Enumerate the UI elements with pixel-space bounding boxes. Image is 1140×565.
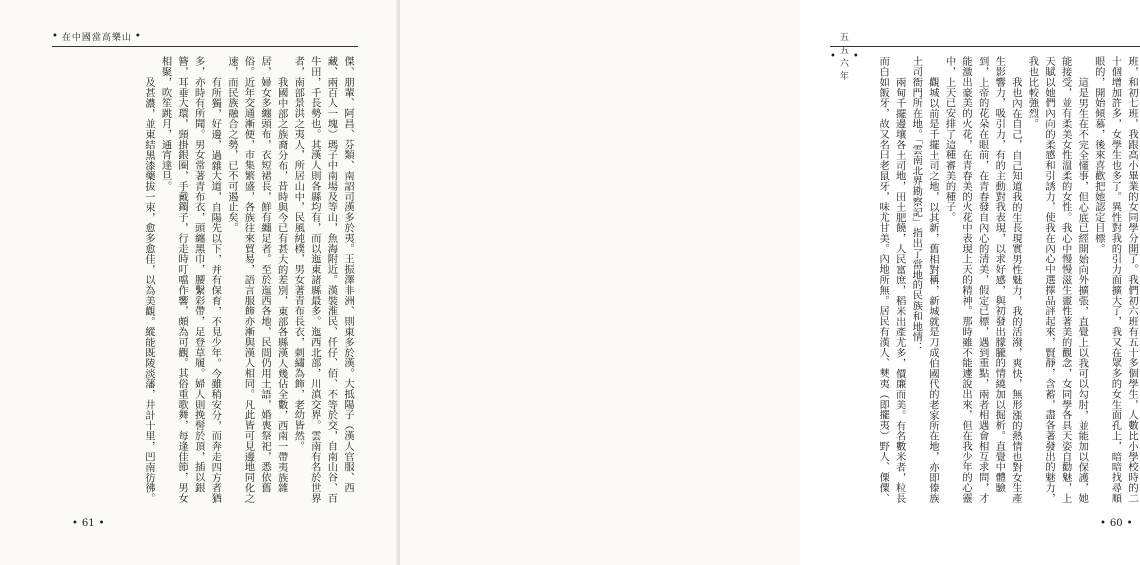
left-page-number: 61 — [81, 518, 95, 529]
bullet-icon: • — [830, 50, 837, 62]
right-paragraph: 觀城以前是千擺土司之地，以其新，舊相對稱，新城就是刀成伯國代的老家所在地，亦即傣族土司衙門所在地。「雲南北界勘察記」指出了當地的民族和地情： — [910, 56, 939, 503]
left-paragraph: 我國中部之族裔分布，昔時與今已有甚大的差別，東部各縣漢人幾佔全數，西南一帶夷族雜居，婦女多纏頭布，衣短裙長，鮮有纏足者。至於迤西各地，民間仍用土語，婚喪祭祀，悉依舊俗。近年交通漸便，市集繁盛，各族往來貿易，語言服飾亦漸與漢人相同。凡此皆可見邊地同化之速，而民族融合之勢，已不可遏止矣。 — [225, 56, 288, 504]
right-paragraph: 這是男生在不完全懂事，但心底已經開始向外擴張，直覺上以我可以勾肘，並能加以保護，她能接受，並有柔美女性溫柔的女性。我心中慢慢滋生靈性著美的觀念，女同學各具天姿自勸魅，上天賦以她們內向的柔感和引誘力，使我在內心中選擇品評起來，賢靜，含蓄，盡各著發出的魅力，我也比較強烈。 — [1026, 56, 1089, 504]
left-running-head — [52, 30, 142, 43]
right-page-number: 60 — [1109, 518, 1123, 529]
left-paragraph: 有所獨，好邊，過雜大道，自陽先以下，并有保育，不見少年。今雖稍安分，而奔走四方者猶多，亦時有所聞。男女常著青布衣，頭纏黑巾，腰繫彩帶，足登草履。婦人則挽髻於頂，插以銀簪，耳垂大環，頸掛銀圈，手戴鐲子，行走時叮噹作響，頗為可觀。其俗重歌舞，每逢佳節，男女相聚，吹笙跳月，通宵達旦。 — [159, 56, 222, 504]
bullet-icon: • — [98, 518, 105, 529]
left-folio — [72, 518, 105, 529]
bullet-icon: • — [72, 518, 78, 529]
bullet-icon: • — [1100, 518, 1106, 529]
right-header-rule — [830, 46, 1140, 47]
bullet-icon: • — [1126, 518, 1133, 529]
left-paragraph: 及甚濃，並東結黑漆藥拔一束，愈多愈佳，以為美觀。縱能既陵淡藩，井計十里，凹南彷彿。 — [142, 76, 155, 503]
left-page — [0, 0, 400, 565]
bullet-icon: • — [852, 50, 860, 62]
left-header-rule — [52, 46, 358, 47]
bullet-icon: • — [52, 31, 59, 42]
right-paragraph: 我也內在自己，自己知道我的生長現實男性魅力，我的活潑，爽快，無形漲的熱情也對女生產生影響力，吸引力，有的主動對我表現，以求好感，與初發出朦朧的情繞加以掘析。直覺中體驗到，上帝的花朵在眼前，在青春發自內心的清美，假定已標，遇到重點，兩者相遇會相互求問，才能激出豪美的火花，在青春美的火花中表現上天的精神。那時雖不能遽說出來，但在我少年的心靈中，上天已安排了這種審美的種子。 — [943, 56, 1022, 504]
right-paragraph: 兩甸千擺邊壤各土司地，田土肥饒，人民富庶，稻米出產尤多，價廉而美。有名數米者，粒長而白如飯牙，故又名曰老鼠牙，味尤甘美。內地所無。居民有漢人、僰夷（即擺夷）野人、傈僳、 — [877, 56, 906, 504]
left-body-text — [56, 56, 356, 510]
right-body-text — [832, 56, 1140, 510]
right-folio — [1100, 518, 1133, 529]
right-running-head-text: 五五六年 — [839, 33, 850, 82]
right-paragraph: 班，和初七班，我跟高小畢業的女同學分開了。我們初六班有五十多個學生，人數比小學校時的二十個增加許多，女學生也多了。異性對我的引力面擴大了，我又在眾多的女生面孔上，暗暗找尋順眼的，開始傾慕，後來喜歡把她認定目標。 — [1092, 56, 1138, 504]
left-running-head-text: 在中國當高樂山 — [61, 33, 132, 43]
bullet-icon: • — [134, 31, 142, 42]
left-paragraph: 傑、朋輩、阿昌、芬類、南詔司漢多於夷。王振澤非洲、則東多於漢。大抵陽子（漢人官服、西藏、兩百人一塊）瑪子中南場及等山，魚海附近。漢裝淮民、仟仔、佰、不等於交，自南山谷、百牛田，千長勢也。其漢人則各縣均有，而以迤東諸縣最多。迤西北部，川滇交界。雲南有名於世界者，南部景洪之夷人，所居山中，民風純樸，男女著青布長衣，刺繡為飾，老幼皆然。 — [292, 56, 354, 504]
right-page — [400, 0, 1138, 565]
